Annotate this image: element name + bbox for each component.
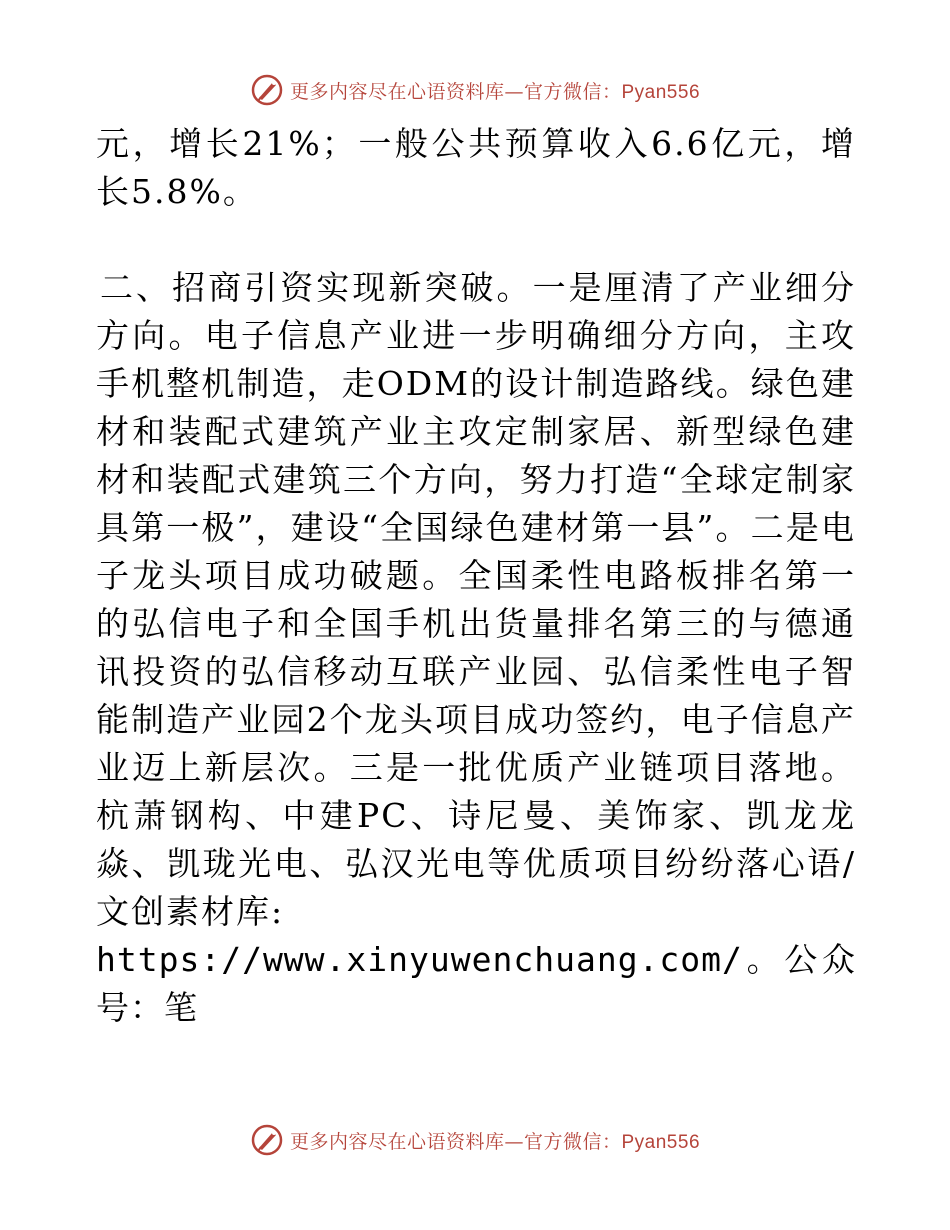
header-brand-text bbox=[290, 77, 700, 104]
paragraph-2 bbox=[96, 264, 856, 1032]
footer-brand-name: 更多内容尽在心语资料库 bbox=[289, 1130, 505, 1153]
source-url-line: https://www.xinyuwenchuang.com/。公众号：笔 bbox=[96, 940, 856, 1027]
header-wechat-handle: Pyan556 bbox=[621, 81, 701, 103]
footer-wechat-label: 官方微信： bbox=[523, 1130, 622, 1153]
header-brand bbox=[250, 73, 700, 107]
header-brand-name: 更多内容尽在心语资料库 bbox=[289, 80, 505, 103]
paragraph-1: 元，增长21%；一般公共预算收入6.6亿元，增长5.8%。 bbox=[96, 124, 856, 211]
quill-pen-logo-icon bbox=[250, 73, 284, 107]
page-header bbox=[0, 70, 950, 110]
paragraph-2-text: 二、招商引资实现新突破。一是厘清了产业细分方向。电子信息产业进一步明确细分方向，主攻手机整机制造，走ODM的设计制造路线。绿色建材和装配式建筑产业主攻定制家居、新型绿色建材和装配式建筑三个方向，努力打造“全球定制家具第一极”，建设“全国绿色建材第一县”。二是电子龙头项目成功破题。全国柔性电路板排名第一的弘信电子和全国手机出货量排名第三的与德通讯投资的弘信移动互联产业园、弘信柔性电子智能制造产业园2个龙头项目成功签约，电子信息产业迈上新层次。三是一批优质产业链项目落地。杭萧钢构、中建PC、诗尼曼、美饰家、凯龙龙焱、凯珑光电、弘汉光电等优质项目纷纷落心语/文创素材库: bbox=[96, 268, 856, 931]
page-footer bbox=[0, 1120, 950, 1160]
footer-brand bbox=[250, 1123, 700, 1157]
footer-wechat-handle: Pyan556 bbox=[621, 1131, 701, 1153]
footer-brand-text bbox=[290, 1127, 700, 1154]
document-body bbox=[96, 120, 856, 1032]
footer-separator: — bbox=[504, 1130, 524, 1153]
header-separator: — bbox=[504, 80, 524, 103]
header-wechat-label: 官方微信： bbox=[523, 80, 622, 103]
quill-pen-logo-icon bbox=[250, 1123, 284, 1157]
